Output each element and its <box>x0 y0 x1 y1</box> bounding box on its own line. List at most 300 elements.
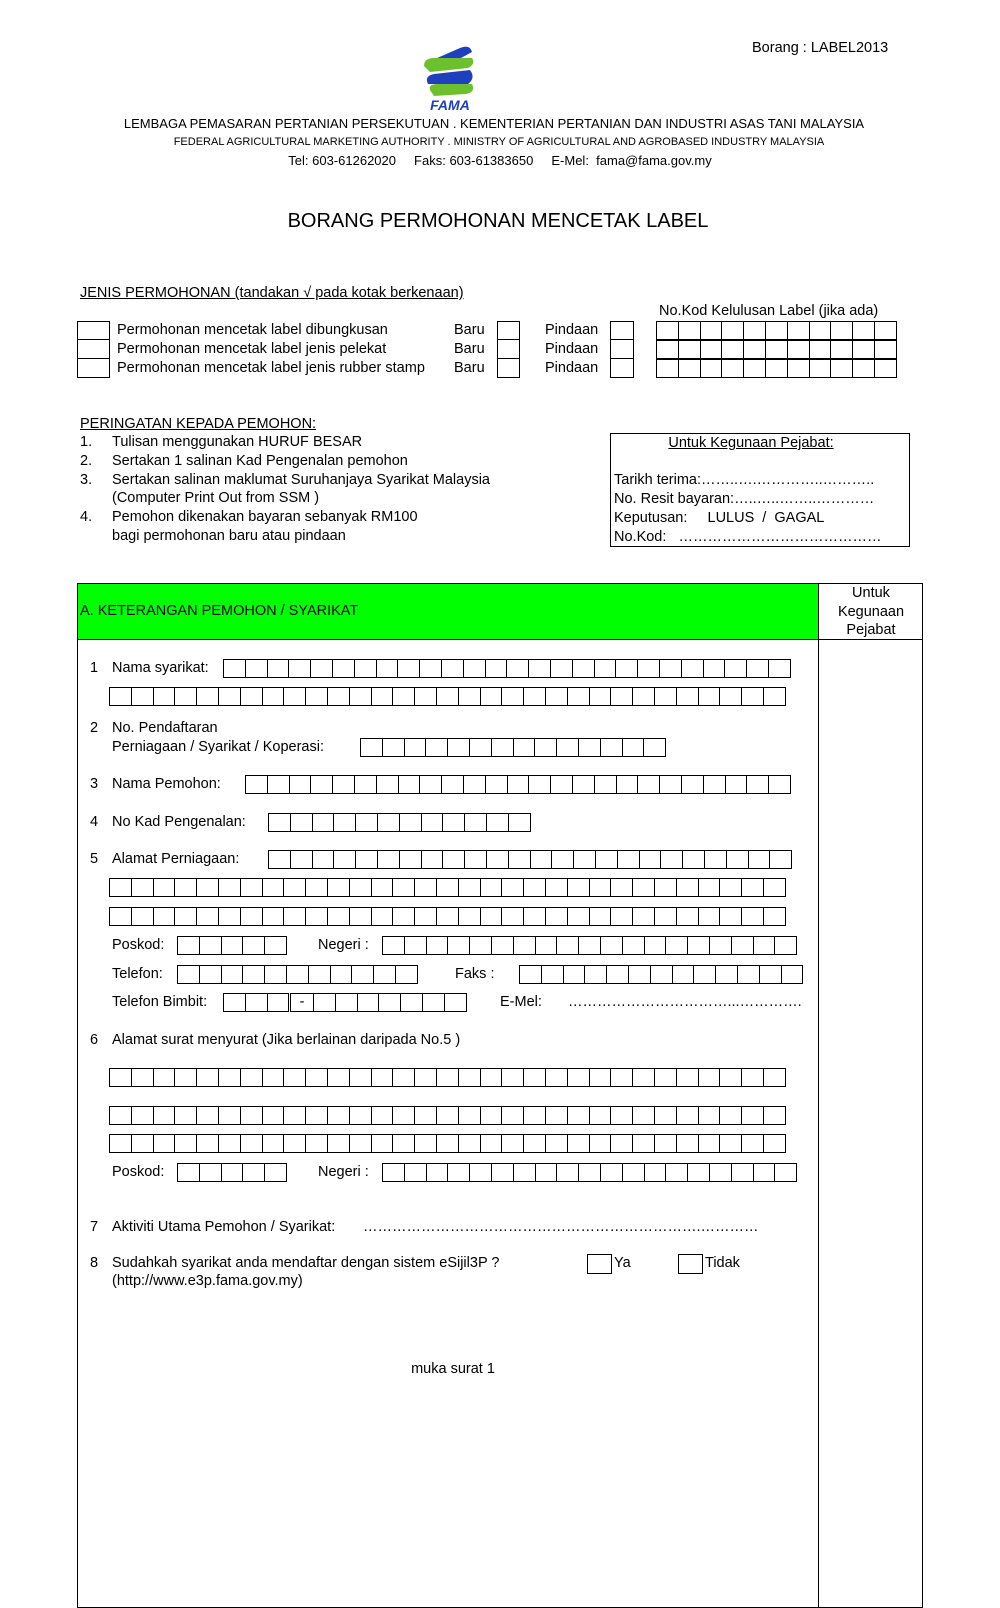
char-cell[interactable] <box>589 907 612 926</box>
char-cell[interactable] <box>351 965 374 984</box>
char-cell[interactable] <box>719 878 742 897</box>
char-cell[interactable] <box>458 1134 481 1153</box>
char-cell[interactable] <box>676 687 699 706</box>
char-cell[interactable] <box>221 1163 244 1182</box>
char-cell[interactable] <box>617 850 640 869</box>
char-cell[interactable] <box>305 1134 328 1153</box>
char-cell[interactable] <box>283 687 306 706</box>
char-cell[interactable] <box>242 936 265 955</box>
char-cell[interactable] <box>480 1068 503 1087</box>
char-cell[interactable] <box>305 907 328 926</box>
char-cell[interactable] <box>719 1068 742 1087</box>
char-cell[interactable] <box>491 936 514 955</box>
char-cell[interactable] <box>404 738 427 757</box>
char-cell[interactable] <box>830 359 853 378</box>
char-cell[interactable] <box>709 1163 732 1182</box>
char-cell[interactable] <box>245 775 268 794</box>
char-cell[interactable] <box>360 738 383 757</box>
char-cell[interactable] <box>290 850 313 869</box>
char-cell[interactable] <box>399 850 422 869</box>
char-cell[interactable] <box>425 738 448 757</box>
char-cell[interactable] <box>528 775 551 794</box>
char-cell[interactable] <box>392 878 415 897</box>
char-cell[interactable] <box>458 1106 481 1125</box>
char-cell[interactable] <box>355 850 378 869</box>
char-cell[interactable] <box>196 687 219 706</box>
kod-kelulusan-row-3[interactable] <box>656 359 896 378</box>
char-cell[interactable] <box>654 907 677 926</box>
char-cell[interactable] <box>357 993 380 1012</box>
char-cell[interactable] <box>622 936 645 955</box>
char-cell[interactable] <box>659 659 682 678</box>
char-cell[interactable] <box>676 1134 699 1153</box>
char-cell[interactable] <box>463 775 486 794</box>
char-cell[interactable] <box>665 936 688 955</box>
char-cell[interactable] <box>444 993 467 1012</box>
char-cell[interactable] <box>264 965 287 984</box>
char-cell[interactable] <box>809 340 832 359</box>
char-cell[interactable] <box>267 993 290 1012</box>
char-cell[interactable] <box>480 1134 503 1153</box>
char-cell[interactable] <box>196 1134 219 1153</box>
char-cell[interactable] <box>644 1163 667 1182</box>
char-cell[interactable] <box>480 687 503 706</box>
char-cell[interactable] <box>267 775 290 794</box>
char-cell[interactable] <box>610 1068 633 1087</box>
char-cell[interactable] <box>327 1106 350 1125</box>
char-cell[interactable] <box>545 1134 568 1153</box>
char-cell[interactable] <box>153 1134 176 1153</box>
char-cell[interactable] <box>174 1134 197 1153</box>
char-cell[interactable] <box>519 965 542 984</box>
char-cell[interactable] <box>578 738 601 757</box>
char-cell[interactable] <box>199 936 222 955</box>
char-cell[interactable] <box>541 965 564 984</box>
char-cell[interactable] <box>378 993 401 1012</box>
char-cell[interactable] <box>308 965 331 984</box>
char-cell[interactable] <box>606 965 629 984</box>
char-cell[interactable] <box>595 850 618 869</box>
char-cell[interactable] <box>199 965 222 984</box>
char-cell[interactable] <box>774 936 797 955</box>
char-cell[interactable] <box>414 1068 437 1087</box>
char-cell[interactable] <box>676 878 699 897</box>
char-cell[interactable] <box>376 659 399 678</box>
ya-checkbox[interactable] <box>587 1254 612 1274</box>
char-cell[interactable] <box>196 878 219 897</box>
char-cell[interactable] <box>687 936 710 955</box>
char-cell[interactable] <box>763 1134 786 1153</box>
char-cell[interactable] <box>218 1068 241 1087</box>
char-cell[interactable] <box>414 907 437 926</box>
char-cell[interactable] <box>327 687 350 706</box>
char-cell[interactable] <box>283 1106 306 1125</box>
pindaan-checkbox-3[interactable] <box>610 358 634 378</box>
char-cell[interactable] <box>289 775 312 794</box>
bimbit-number-row[interactable] <box>313 993 466 1012</box>
char-cell[interactable] <box>774 1163 797 1182</box>
char-cell[interactable] <box>632 687 655 706</box>
char-cell[interactable] <box>765 321 788 340</box>
char-cell[interactable] <box>398 775 421 794</box>
char-cell[interactable] <box>830 340 853 359</box>
char-cell[interactable] <box>726 850 749 869</box>
char-cell[interactable] <box>404 1163 427 1182</box>
char-cell[interactable] <box>556 738 579 757</box>
char-cell[interactable] <box>567 1106 590 1125</box>
char-cell[interactable] <box>414 878 437 897</box>
char-cell[interactable] <box>763 1068 786 1087</box>
char-cell[interactable] <box>622 738 645 757</box>
char-cell[interactable] <box>264 1163 287 1182</box>
nama-pemohon-row[interactable] <box>245 775 790 794</box>
char-cell[interactable] <box>584 965 607 984</box>
char-cell[interactable] <box>741 878 764 897</box>
char-cell[interactable] <box>572 659 595 678</box>
char-cell[interactable] <box>746 775 769 794</box>
char-cell[interactable] <box>426 1163 449 1182</box>
char-cell[interactable] <box>469 936 492 955</box>
char-cell[interactable] <box>419 775 442 794</box>
char-cell[interactable] <box>753 1163 776 1182</box>
char-cell[interactable] <box>743 321 766 340</box>
char-cell[interactable] <box>395 965 418 984</box>
char-cell[interactable] <box>550 659 573 678</box>
char-cell[interactable] <box>768 775 791 794</box>
char-cell[interactable] <box>109 907 132 926</box>
char-cell[interactable] <box>545 1106 568 1125</box>
char-cell[interactable] <box>610 687 633 706</box>
poskod-row-2[interactable] <box>177 1163 286 1182</box>
char-cell[interactable] <box>327 878 350 897</box>
char-cell[interactable] <box>480 878 503 897</box>
char-cell[interactable] <box>874 340 897 359</box>
char-cell[interactable] <box>616 775 639 794</box>
char-cell[interactable] <box>615 659 638 678</box>
char-cell[interactable] <box>698 687 721 706</box>
char-cell[interactable] <box>349 1106 372 1125</box>
char-cell[interactable] <box>600 1163 623 1182</box>
char-cell[interactable] <box>535 1163 558 1182</box>
char-cell[interactable] <box>485 659 508 678</box>
char-cell[interactable] <box>665 1163 688 1182</box>
char-cell[interactable] <box>458 687 481 706</box>
char-cell[interactable] <box>567 1134 590 1153</box>
char-cell[interactable] <box>242 965 265 984</box>
char-cell[interactable] <box>354 659 377 678</box>
char-cell[interactable] <box>421 813 444 832</box>
char-cell[interactable] <box>491 1163 514 1182</box>
negeri-row-2[interactable] <box>382 1163 796 1182</box>
char-cell[interactable] <box>672 965 695 984</box>
char-cell[interactable] <box>245 659 268 678</box>
char-cell[interactable] <box>480 907 503 926</box>
char-cell[interactable] <box>719 907 742 926</box>
char-cell[interactable] <box>809 359 832 378</box>
alamat-surat-row-3[interactable] <box>109 1134 785 1153</box>
char-cell[interactable] <box>678 359 701 378</box>
char-cell[interactable] <box>731 936 754 955</box>
char-cell[interactable] <box>610 1134 633 1153</box>
char-cell[interactable] <box>501 1068 524 1087</box>
char-cell[interactable] <box>594 775 617 794</box>
char-cell[interactable] <box>131 687 154 706</box>
char-cell[interactable] <box>327 1134 350 1153</box>
char-cell[interactable] <box>177 1163 200 1182</box>
char-cell[interactable] <box>763 1106 786 1125</box>
emel-input[interactable]: ……………………………...…………. <box>568 994 802 1010</box>
char-cell[interactable] <box>700 340 723 359</box>
char-cell[interactable] <box>426 936 449 955</box>
char-cell[interactable] <box>174 907 197 926</box>
char-cell[interactable] <box>600 936 623 955</box>
char-cell[interactable] <box>523 878 546 897</box>
pindaan-checkbox-2[interactable] <box>610 339 634 359</box>
char-cell[interactable] <box>377 850 400 869</box>
char-cell[interactable] <box>305 687 328 706</box>
char-cell[interactable] <box>573 850 596 869</box>
char-cell[interactable] <box>458 1068 481 1087</box>
char-cell[interactable] <box>528 659 551 678</box>
char-cell[interactable] <box>196 907 219 926</box>
char-cell[interactable] <box>506 659 529 678</box>
char-cell[interactable] <box>709 936 732 955</box>
char-cell[interactable] <box>698 878 721 897</box>
alamat-perniagaan-row-1[interactable] <box>268 850 791 869</box>
char-cell[interactable] <box>676 1106 699 1125</box>
char-cell[interactable] <box>610 907 633 926</box>
char-cell[interactable] <box>852 321 875 340</box>
char-cell[interactable] <box>501 878 524 897</box>
char-cell[interactable] <box>678 321 701 340</box>
char-cell[interactable] <box>644 936 667 955</box>
char-cell[interactable] <box>676 907 699 926</box>
char-cell[interactable] <box>721 340 744 359</box>
char-cell[interactable] <box>174 1106 197 1125</box>
char-cell[interactable] <box>610 1106 633 1125</box>
char-cell[interactable] <box>397 659 420 678</box>
kod-kelulusan-row-2[interactable] <box>656 340 896 359</box>
char-cell[interactable] <box>654 878 677 897</box>
char-cell[interactable] <box>436 1134 459 1153</box>
char-cell[interactable] <box>414 687 437 706</box>
nama-syarikat-row-1[interactable] <box>223 659 790 678</box>
char-cell[interactable] <box>632 878 655 897</box>
char-cell[interactable] <box>310 659 333 678</box>
poskod-row[interactable] <box>177 936 286 955</box>
char-cell[interactable] <box>240 687 263 706</box>
char-cell[interactable] <box>632 1134 655 1153</box>
char-cell[interactable] <box>283 907 306 926</box>
char-cell[interactable] <box>724 659 747 678</box>
char-cell[interactable] <box>637 775 660 794</box>
char-cell[interactable] <box>349 1134 372 1153</box>
char-cell[interactable] <box>376 775 399 794</box>
kod-kelulusan-row-1[interactable] <box>656 321 896 340</box>
char-cell[interactable] <box>594 659 617 678</box>
char-cell[interactable] <box>131 1134 154 1153</box>
char-cell[interactable] <box>763 687 786 706</box>
char-cell[interactable] <box>534 738 557 757</box>
char-cell[interactable] <box>741 1134 764 1153</box>
char-cell[interactable] <box>463 659 486 678</box>
char-cell[interactable] <box>656 359 679 378</box>
char-cell[interactable] <box>349 687 372 706</box>
char-cell[interactable] <box>768 659 791 678</box>
char-cell[interactable] <box>153 878 176 897</box>
char-cell[interactable] <box>741 1106 764 1125</box>
char-cell[interactable] <box>643 738 666 757</box>
char-cell[interactable] <box>486 850 509 869</box>
char-cell[interactable] <box>852 340 875 359</box>
char-cell[interactable] <box>355 813 378 832</box>
char-cell[interactable] <box>600 738 623 757</box>
char-cell[interactable] <box>656 340 679 359</box>
char-cell[interactable] <box>469 1163 492 1182</box>
char-cell[interactable] <box>719 1134 742 1153</box>
char-cell[interactable] <box>719 1106 742 1125</box>
char-cell[interactable] <box>523 1134 546 1153</box>
char-cell[interactable] <box>501 687 524 706</box>
char-cell[interactable] <box>578 1163 601 1182</box>
char-cell[interactable] <box>153 1106 176 1125</box>
char-cell[interactable] <box>221 965 244 984</box>
char-cell[interactable] <box>731 1163 754 1182</box>
char-cell[interactable] <box>682 850 705 869</box>
char-cell[interactable] <box>371 1134 394 1153</box>
char-cell[interactable] <box>177 965 200 984</box>
char-cell[interactable] <box>639 850 662 869</box>
char-cell[interactable] <box>371 907 394 926</box>
char-cell[interactable] <box>218 1106 241 1125</box>
char-cell[interactable] <box>632 907 655 926</box>
char-cell[interactable] <box>535 936 558 955</box>
telefon-row[interactable] <box>177 965 417 984</box>
char-cell[interactable] <box>765 340 788 359</box>
char-cell[interactable] <box>240 1134 263 1153</box>
char-cell[interactable] <box>491 738 514 757</box>
char-cell[interactable] <box>507 775 530 794</box>
nama-syarikat-row-2[interactable] <box>109 687 785 706</box>
char-cell[interactable] <box>681 775 704 794</box>
char-cell[interactable] <box>721 359 744 378</box>
alamat-surat-row-2[interactable] <box>109 1106 785 1125</box>
char-cell[interactable] <box>551 850 574 869</box>
char-cell[interactable] <box>763 878 786 897</box>
char-cell[interactable] <box>392 1106 415 1125</box>
char-cell[interactable] <box>656 321 679 340</box>
char-cell[interactable] <box>333 850 356 869</box>
char-cell[interactable] <box>264 936 287 955</box>
char-cell[interactable] <box>436 1068 459 1087</box>
char-cell[interactable] <box>787 321 810 340</box>
char-cell[interactable] <box>589 1106 612 1125</box>
char-cell[interactable] <box>464 813 487 832</box>
char-cell[interactable] <box>681 659 704 678</box>
char-cell[interactable] <box>174 687 197 706</box>
char-cell[interactable] <box>589 1134 612 1153</box>
char-cell[interactable] <box>741 1068 764 1087</box>
char-cell[interactable] <box>759 965 782 984</box>
char-cell[interactable] <box>765 359 788 378</box>
char-cell[interactable] <box>654 1106 677 1125</box>
char-cell[interactable] <box>530 850 553 869</box>
char-cell[interactable] <box>743 359 766 378</box>
char-cell[interactable] <box>382 738 405 757</box>
char-cell[interactable] <box>422 993 445 1012</box>
char-cell[interactable] <box>809 321 832 340</box>
char-cell[interactable] <box>109 878 132 897</box>
char-cell[interactable] <box>400 993 423 1012</box>
char-cell[interactable] <box>787 359 810 378</box>
char-cell[interactable] <box>349 1068 372 1087</box>
char-cell[interactable] <box>436 687 459 706</box>
char-cell[interactable] <box>703 659 726 678</box>
char-cell[interactable] <box>330 965 353 984</box>
char-cell[interactable] <box>262 878 285 897</box>
char-cell[interactable] <box>698 1134 721 1153</box>
char-cell[interactable] <box>109 1134 132 1153</box>
char-cell[interactable] <box>371 687 394 706</box>
char-cell[interactable] <box>486 813 509 832</box>
char-cell[interactable] <box>196 1068 219 1087</box>
char-cell[interactable] <box>523 687 546 706</box>
char-cell[interactable] <box>874 321 897 340</box>
char-cell[interactable] <box>572 775 595 794</box>
alamat-perniagaan-row-3[interactable] <box>109 907 785 926</box>
char-cell[interactable] <box>501 907 524 926</box>
char-cell[interactable] <box>830 321 853 340</box>
char-cell[interactable] <box>442 850 465 869</box>
char-cell[interactable] <box>392 1068 415 1087</box>
alamat-surat-row-1[interactable] <box>109 1068 785 1087</box>
char-cell[interactable] <box>109 1106 132 1125</box>
baru-checkbox-3[interactable] <box>497 358 520 378</box>
pindaan-checkbox-1[interactable] <box>610 321 634 340</box>
char-cell[interactable] <box>721 321 744 340</box>
char-cell[interactable] <box>567 907 590 926</box>
char-cell[interactable] <box>513 936 536 955</box>
char-cell[interactable] <box>262 1068 285 1087</box>
char-cell[interactable] <box>700 321 723 340</box>
char-cell[interactable] <box>262 907 285 926</box>
char-cell[interactable] <box>654 1068 677 1087</box>
char-cell[interactable] <box>550 775 573 794</box>
char-cell[interactable] <box>223 993 246 1012</box>
char-cell[interactable] <box>199 1163 222 1182</box>
jenis-checkbox-2[interactable] <box>77 339 110 359</box>
char-cell[interactable] <box>218 687 241 706</box>
char-cell[interactable] <box>567 687 590 706</box>
char-cell[interactable] <box>545 907 568 926</box>
char-cell[interactable] <box>632 1068 655 1087</box>
char-cell[interactable] <box>305 1068 328 1087</box>
char-cell[interactable] <box>545 878 568 897</box>
char-cell[interactable] <box>447 738 470 757</box>
no-kad-row[interactable] <box>268 813 530 832</box>
char-cell[interactable] <box>743 340 766 359</box>
char-cell[interactable] <box>622 1163 645 1182</box>
char-cell[interactable] <box>632 1106 655 1125</box>
char-cell[interactable] <box>262 1106 285 1125</box>
char-cell[interactable] <box>589 1068 612 1087</box>
char-cell[interactable] <box>441 659 464 678</box>
char-cell[interactable] <box>458 907 481 926</box>
char-cell[interactable] <box>290 813 313 832</box>
char-cell[interactable] <box>654 1134 677 1153</box>
char-cell[interactable] <box>654 687 677 706</box>
char-cell[interactable] <box>545 1068 568 1087</box>
